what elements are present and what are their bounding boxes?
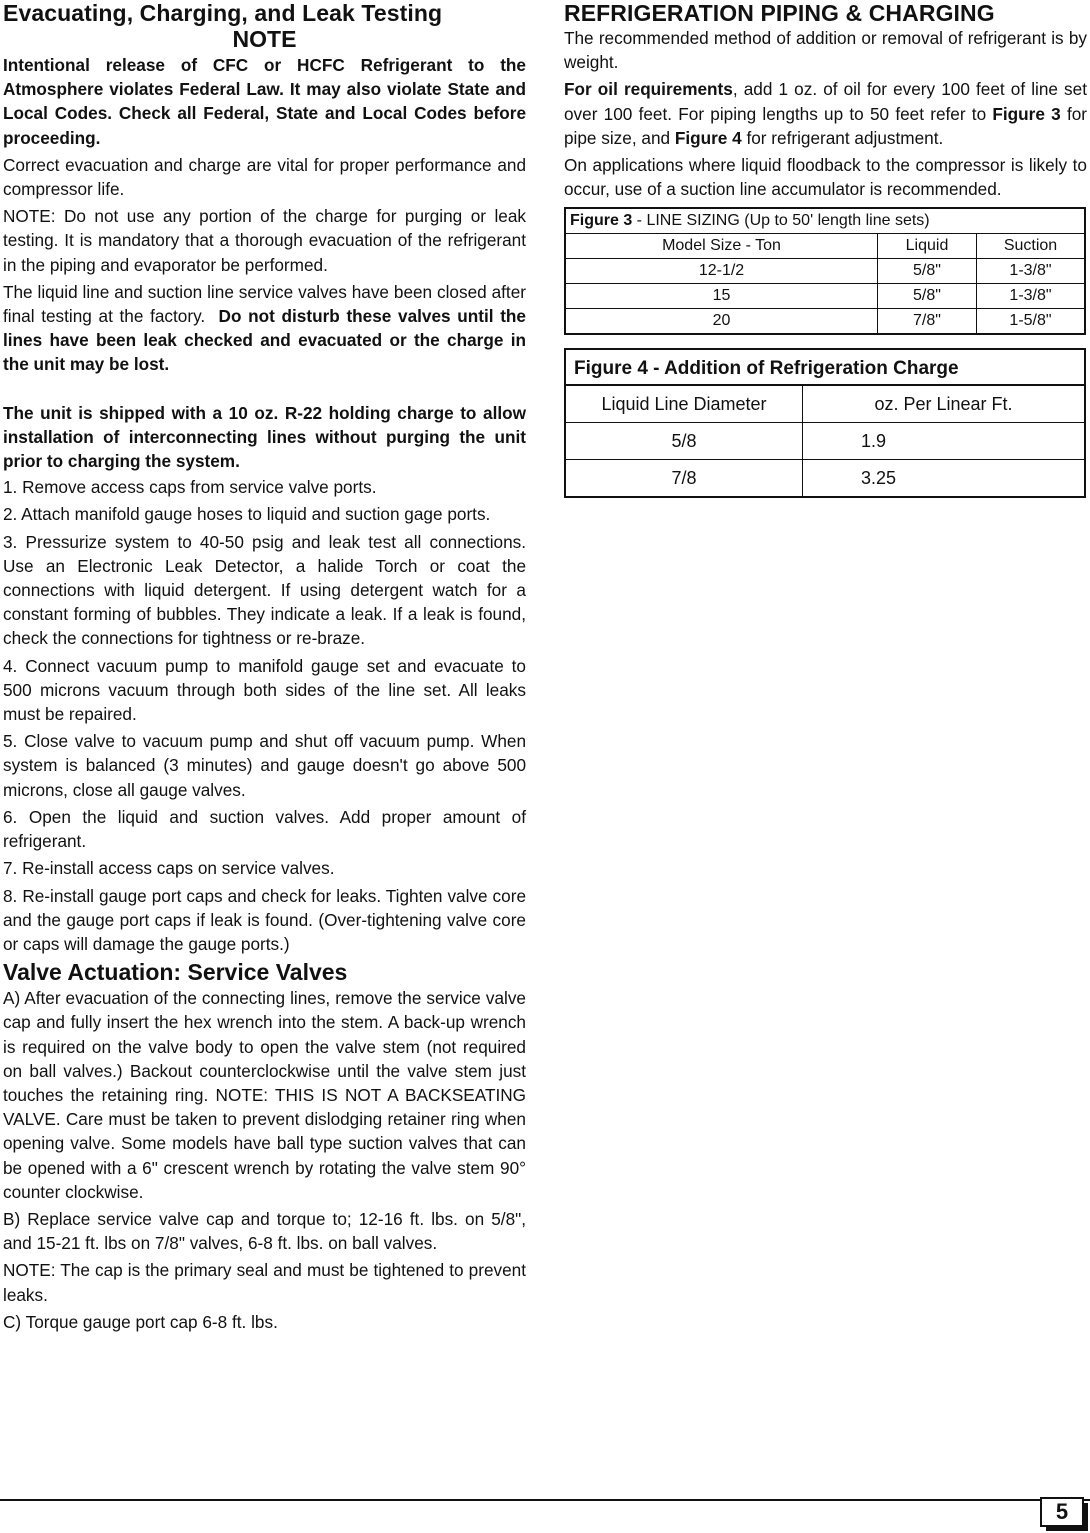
figure-3-line-sizing-table — [564, 207, 1086, 335]
step-1: 1. Remove access caps from service valve ports. — [3, 477, 377, 498]
figure-4-caption: Figure 4 - Addition of Refrigeration Charge — [565, 349, 1085, 385]
table-cell: 1-5/8" — [977, 309, 1086, 335]
table-cell: 7/8" — [878, 309, 977, 335]
paragraph-floodback: On applications where liquid floodback to the compressor is likely to occur, use of a suction line accumulator is recommended. — [564, 155, 1087, 200]
step-5: 5. Close valve to vacuum pump and shut off vacuum pump. When system is balanced (3 minutes) and gauge doesn't go above 500 microns, close all gauge valves. — [3, 731, 526, 800]
header-suction: Suction — [977, 234, 1086, 259]
table-cell: 1-3/8" — [977, 259, 1086, 284]
oil-requirements-label: For oil requirements — [564, 79, 733, 100]
valve-step-b: B) Replace service valve cap and torque to; 12-16 ft. lbs. on 5/8", and 15-21 ft. lbs on 7/8" valves, 6-8 ft. lbs. on ball valves. — [3, 1208, 526, 1254]
figure-3-caption — [565, 208, 1085, 234]
right-column — [564, 0, 1087, 498]
figure-3-reference: Figure 3 — [992, 103, 1061, 124]
table-cell: 1-3/8" — [977, 284, 1086, 309]
figure-3-label: Figure 3 — [570, 212, 633, 230]
table-row — [565, 284, 1085, 309]
paragraph-evacuation-vital: Correct evacuation and charge are vital for proper performance and compressor life. — [3, 154, 526, 200]
table-cell: 7/8 — [565, 460, 803, 498]
section-title-evacuating: Evacuating, Charging, and Leak Testing — [3, 0, 443, 26]
service-valves-warning: Do not disturb these valves until the lines have been leak checked and evacuated or the charge in the unit may be lost. — [3, 306, 526, 375]
step-2: 2. Attach manifold gauge hoses to liquid and suction gage ports. — [3, 504, 491, 525]
figure-3-caption-text: - LINE SIZING (Up to 50' length line sets) — [632, 212, 930, 230]
table-row — [565, 309, 1085, 335]
paragraph-note-purging: NOTE: Do not use any portion of the charge for purging or leak testing. It is mandatory that a thorough evacuation of the refrigerant in the piping and evaporator be performed. — [3, 206, 526, 275]
section-title-refrigeration-piping: REFRIGERATION PIPING & CHARGING — [564, 0, 995, 26]
oil-text-3: for refrigerant adjustment. — [741, 127, 944, 148]
table-cell: 5/8" — [878, 259, 977, 284]
figure-4-refrigeration-charge-table — [564, 348, 1086, 498]
valve-note: NOTE: The cap is the primary seal and must be tightened to prevent leaks. — [3, 1260, 526, 1305]
step-8: 8. Re-install gauge port caps and check for leaks. Tighten valve core and the gauge port caps if leak is found. (Over-tightening valve core or caps will damage the gauge ports.) — [3, 885, 526, 954]
table-cell: 15 — [565, 284, 878, 309]
table-cell: 12-1/2 — [565, 259, 878, 284]
header-liquid-line-diameter: Liquid Line Diameter — [565, 385, 803, 423]
table-cell: 5/8 — [565, 423, 803, 460]
figure-4-reference: Figure 4 — [674, 127, 742, 148]
table-cell: 5/8" — [878, 284, 977, 309]
note-heading: NOTE — [232, 26, 297, 52]
page-number: 5 — [1040, 1497, 1084, 1527]
valve-step-a: A) After evacuation of the connecting lines, remove the service valve cap and fully insert the hex wrench into the stem. A back-up wrench is required on the valve body to open the valve stem (not required on ball valves.) Backout counterclockwise until the valve stem just touches the retaining ring. NOTE: THIS IS NOT A BACKSEATING VALVE. Care must be taken to prevent dislodging retainer ring when opening valve. Some models have ball type suction valves that can be opened with a 6" crescent wrench by rotating the valve stem 90° counter clockwise. — [3, 988, 526, 1202]
oil-text-2: for pipe size, and — [564, 103, 1087, 148]
table-row — [565, 460, 1085, 498]
valve-step-c: C) Torque gauge port cap 6-8 ft. lbs. — [3, 1311, 278, 1332]
header-oz-per-linear-ft: oz. Per Linear Ft. — [803, 385, 1086, 423]
note-warning: Intentional release of CFC or HCFC Refrigerant to the Atmosphere violates Federal Law. It may also violate State and Local Codes. Check all Federal, State and Local Codes before proceeding. — [3, 55, 526, 148]
paragraph-oil-requirements — [564, 77, 1087, 150]
table-cell: 1.9 — [803, 423, 1086, 460]
service-valves-text: The liquid line and suction line service valves have been closed after final testing at the factory. — [3, 281, 526, 327]
holding-charge-notice: The unit is shipped with a 10 oz. R-22 holding charge to allow installation of interconnecting lines without purging the unit prior to charging the system. — [3, 402, 526, 472]
oil-text-1: , add 1 oz. of oil for every 100 feet of line set over 100 feet. For piping lengths up to 50 feet refer to — [564, 79, 1087, 124]
footer-rule — [0, 1499, 1090, 1501]
table-header-row — [565, 234, 1085, 259]
step-7: 7. Re-install access caps on service valves. — [3, 858, 335, 879]
table-cell: 3.25 — [803, 460, 1086, 498]
step-3: 3. Pressurize system to 40-50 psig and leak test all connections. Use an Electronic Leak Detector, a halide Torch or coat the connections with liquid detergent. If using detergent watch for a constant forming of bubbles. They indicate a leak. If a leak is found, check the connections for tightness or re-braze. — [3, 531, 526, 649]
table-row — [565, 259, 1085, 284]
table-cell: 20 — [565, 309, 878, 335]
left-column — [3, 0, 526, 1337]
table-header-row — [565, 385, 1085, 423]
section-title-valve-actuation: Valve Actuation: Service Valves — [3, 959, 348, 986]
header-model-size: Model Size - Ton — [565, 234, 878, 259]
table-row — [565, 423, 1085, 460]
step-4: 4. Connect vacuum pump to manifold gauge set and evacuate to 500 microns vacuum through both sides of the line set. All leaks must be repaired. — [3, 655, 526, 725]
paragraph-by-weight: The recommended method of addition or removal of refrigerant is by weight. — [564, 28, 1087, 73]
paragraph-service-valves — [3, 280, 526, 377]
header-liquid: Liquid — [878, 234, 977, 259]
step-6: 6. Open the liquid and suction valves. Add proper amount of refrigerant. — [3, 806, 526, 852]
